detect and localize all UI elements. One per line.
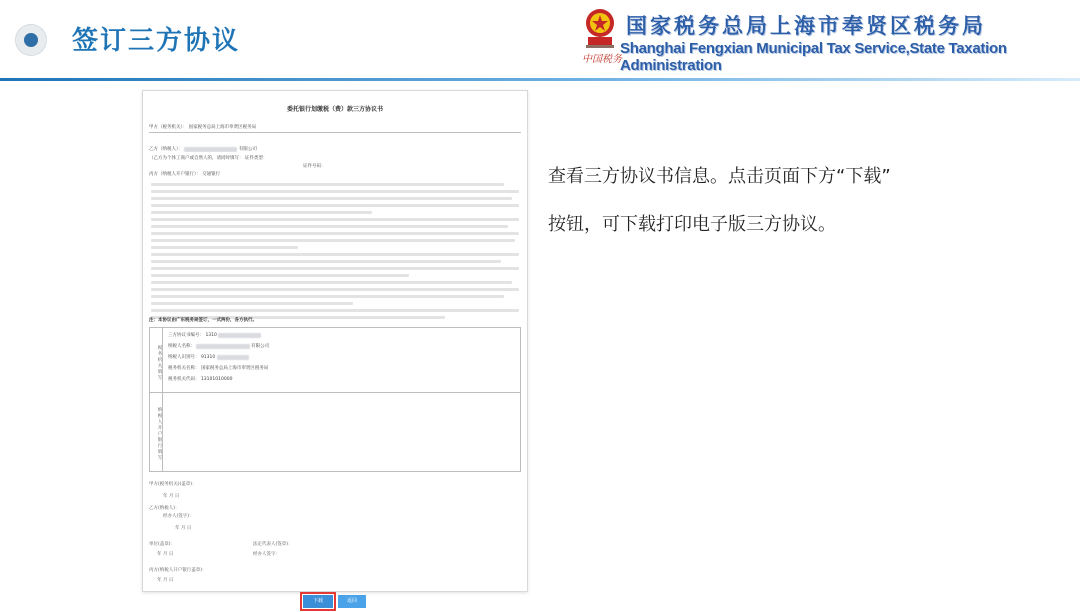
instruction-line-2: 按钮，可下载打印电子版三方协议。 bbox=[548, 214, 836, 235]
table-row: 纳税人名称： 有限公司 bbox=[168, 344, 270, 349]
bank-table bbox=[149, 391, 521, 472]
document-title: 委托银行划缴税（费）款三方协议书 bbox=[286, 106, 383, 113]
sign-party-a: 甲方(税务机关)(盖章)： bbox=[149, 482, 197, 487]
party-b-line bbox=[149, 146, 521, 152]
back-button[interactable]: 返回 bbox=[338, 595, 366, 608]
sign-date: 年 月 日 bbox=[157, 578, 174, 583]
party-b-suffix: 有限公司 bbox=[238, 147, 257, 152]
sign-date: 年 月 日 bbox=[175, 526, 192, 531]
table-row: 税务机关名称： 国家税务总局上海市奉贤区税务局 bbox=[168, 366, 269, 371]
sign-unit: 单位(盖章)： bbox=[149, 542, 176, 547]
table-row: 纳税人识别号： 91310 bbox=[168, 354, 249, 360]
sign-agent: 经办人(签字)： bbox=[163, 514, 194, 519]
party-b-sub-line: （乙方为个体工商户或自然人的，请同时填写： 证件类型： bbox=[149, 156, 268, 161]
agreement-body bbox=[151, 183, 519, 323]
bullet-icon bbox=[15, 24, 47, 56]
org-name-cn: 国家税务总局上海市奉贤区税务局 bbox=[626, 14, 986, 38]
slide-title: 签订三方协议 bbox=[72, 26, 241, 56]
underline bbox=[149, 132, 521, 133]
sign-agent2: 经办人签字： bbox=[253, 552, 280, 557]
sign-party-c: 丙方(纳税人开户银行盖章)： bbox=[149, 568, 207, 573]
party-a-line: 甲方（税务机关）： 国家税务总局上海市奉贤区税务局 bbox=[149, 125, 257, 130]
sign-legal: 法定代表人(签章)： bbox=[253, 542, 293, 547]
download-button[interactable]: 下载 bbox=[303, 595, 333, 608]
agreement-document bbox=[142, 90, 528, 592]
sign-party-b: 乙方(纳税人)： bbox=[149, 506, 180, 511]
party-b-label: 乙方（纳税人）： bbox=[149, 147, 183, 152]
table-side-label: 税务机关填写 bbox=[150, 328, 163, 392]
sign-date: 年 月 日 bbox=[157, 552, 174, 557]
table-row: 三方协议书编号： 1310 bbox=[168, 332, 261, 338]
table-side-label: 纳税人开户银行填写 bbox=[150, 391, 163, 471]
instruction-line-1: 查看三方协议书信息。点击页面下方“下载” bbox=[548, 166, 891, 187]
org-name-en: Shanghai Fengxian Municipal Tax Service,State Taxation Administration bbox=[620, 40, 1007, 74]
redacted-name bbox=[184, 147, 237, 152]
header-divider bbox=[0, 78, 1080, 81]
table-row: 税务机关代码： 13101010000 bbox=[168, 377, 233, 382]
sign-date: 年 月 日 bbox=[163, 494, 180, 499]
emblem-signature: 中国税务 bbox=[582, 54, 622, 65]
tax-authority-table bbox=[149, 327, 521, 393]
party-b-sub2-line: 证件号码： bbox=[303, 164, 326, 169]
party-c-line: 丙方（纳税人开户银行）： 交通银行 bbox=[149, 172, 221, 177]
note-line: 注：本协议由广东税务局签订，一式两份，各方执行。 bbox=[149, 318, 257, 323]
